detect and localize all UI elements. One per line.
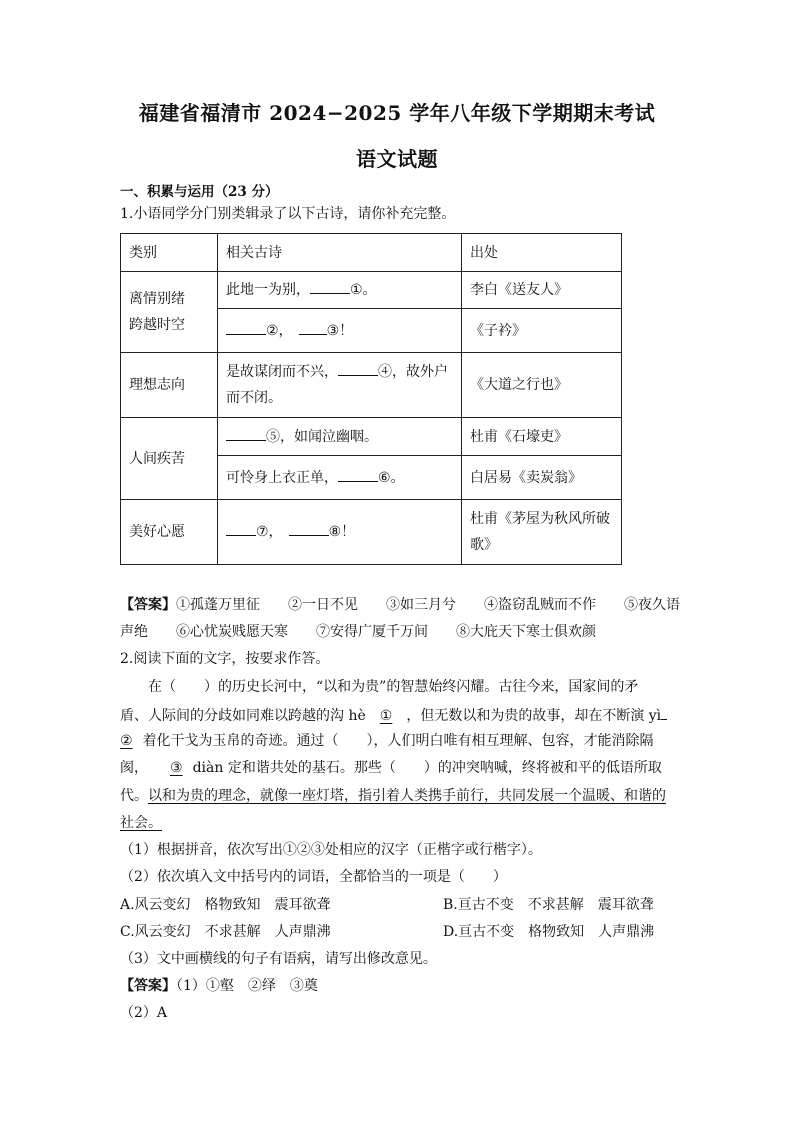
poem-text: ⑤，如闻泣幽咽。 — [266, 428, 378, 445]
answer-block — [120, 598, 680, 612]
option-c[interactable]: C.风云变幻 不求甚解 人声鼎沸 — [120, 924, 331, 940]
poem-text: 是故谋闭而不兴， — [226, 364, 338, 380]
poem-text: ⑧！ — [328, 524, 356, 540]
passage-line — [120, 734, 654, 748]
answer-continued: 声绝 ⑥心忧炭贱愿天寒 ⑦安得广厦千万间 ⑧大庇天下寒士俱欢颜 — [120, 624, 596, 640]
fill-blank[interactable] — [661, 707, 667, 720]
poem-text: ⑥。 — [378, 469, 405, 486]
poem-text: 而不闭。 — [226, 390, 282, 406]
underlined-sentence: 以和为贵的理念，就像一座灯塔，指引着人类携手前行，共同发展一个温暖、和谐的 — [148, 788, 666, 804]
fill-blank[interactable] — [226, 523, 256, 536]
answer-label: 【答案】 — [120, 597, 176, 613]
fill-blank[interactable] — [289, 523, 329, 536]
passage-text: diàn 定和谐共处的基石。那些（ ）的冲突呐喊，终将被和平的低语所取 — [192, 760, 662, 776]
poem-cell — [218, 418, 462, 456]
category-cell: 理想志向 — [121, 353, 218, 418]
question-1-prompt: 1.小语同学分门别类辑录了以下古诗，请你补充完整。 — [120, 206, 456, 222]
sub-question-2: （2）依次填入文中括号内的词语，全都恰当的一项是（ ） — [120, 869, 507, 885]
source-cell: 杜甫《石壕吏》 — [462, 418, 622, 456]
blank-1[interactable]: ① — [379, 708, 393, 724]
passage-text: 代。 — [120, 788, 148, 804]
poem-text: 可怜身上衣正单， — [226, 469, 338, 486]
passage-text: ，但无数以和为贵的故事，却在不断演 yì — [406, 708, 662, 724]
blank-3[interactable]: ③ — [170, 760, 183, 776]
blank-2[interactable]: ② — [120, 733, 133, 749]
option-d[interactable]: D.亘古不变 格物致知 人声鼎沸 — [443, 924, 655, 940]
answer-text: （2）A — [120, 1005, 168, 1021]
underlined-sentence-end: 社会。 — [120, 815, 162, 831]
header-category: 类别 — [121, 234, 218, 272]
passage-line — [120, 789, 666, 803]
sub-question-3: （3）文中画横线的句子有语病，请写出修改意见。 — [120, 951, 437, 967]
source-cell: 白居易《卖炭翁》 — [462, 456, 622, 500]
fill-blank[interactable] — [338, 469, 378, 482]
category-cell — [121, 272, 218, 353]
poem-table — [120, 233, 622, 565]
fill-blank[interactable] — [299, 322, 327, 335]
table-row — [121, 272, 622, 309]
passage-text: 阂， — [120, 760, 148, 776]
passage-line: 在（ ）的历史长河中，“以和为贵”的智慧始终闪耀。古往今来，国家间的矛 — [148, 679, 639, 695]
answer-block — [120, 979, 318, 993]
sub-question-1: （1）根据拼音，依次写出①②③处相应的汉字（正楷字或行楷字）。 — [120, 842, 542, 858]
answer-text: （1）①壑 ②绎 ③奠 — [176, 978, 318, 994]
category-cell: 人间疾苦 — [121, 418, 218, 500]
source-cell: 《大道之行也》 — [462, 353, 622, 418]
category-cell: 美好心愿 — [121, 500, 218, 565]
category-line: 离情别绪 — [129, 291, 185, 307]
poem-cell — [218, 353, 462, 418]
fill-blank[interactable] — [226, 322, 266, 335]
poem-text: ⑦， — [256, 524, 283, 540]
poem-text: ④，故外户 — [378, 364, 448, 380]
table-row — [121, 353, 622, 418]
option-a[interactable]: A.风云变幻 格物致知 震耳欲聋 — [120, 897, 331, 913]
passage-text: 盾、人际间的分歧如同难以跨越的沟 hè — [120, 708, 366, 724]
poem-text: ①。 — [350, 282, 377, 298]
passage-text: 着化干戈为玉帛的奇迹。通过（ ），人们明白唯有相互理解、包容，才能消除隔 — [142, 733, 654, 749]
header-source: 出处 — [462, 234, 622, 272]
source-line: 杜甫《茅屋为秋风所破 — [470, 511, 610, 527]
fill-blank[interactable] — [310, 281, 350, 294]
source-cell — [462, 500, 622, 565]
poem-cell — [218, 456, 462, 500]
fill-blank[interactable] — [226, 428, 266, 441]
section-heading: 一、积累与运用（23 分） — [120, 184, 279, 200]
page-subtitle: 语文试题 — [356, 147, 438, 171]
category-line: 跨越时空 — [129, 317, 185, 333]
passage-line — [120, 707, 667, 723]
header-poem: 相关古诗 — [218, 234, 462, 272]
poem-cell — [218, 500, 462, 565]
answer-label: 【答案】 — [120, 978, 176, 994]
poem-text: ③！ — [326, 322, 354, 339]
source-cell: 李白《送友人》 — [462, 272, 622, 309]
source-line: 歌》 — [470, 537, 498, 553]
poem-text: ②， — [266, 322, 293, 339]
answer-text: ①孤蓬万里征 ②一日不见 ③如三月兮 ④盗窃乱贼而不作 ⑤夜久语 — [176, 597, 680, 613]
page-title: 福建省福清市 2024−2025 学年八年级下学期期末考试 — [138, 101, 656, 125]
table-header-row — [121, 234, 622, 272]
poem-cell — [218, 272, 462, 309]
poem-cell — [218, 309, 462, 353]
passage-line — [120, 761, 662, 775]
poem-text: 此地一为别， — [226, 282, 310, 298]
table-row — [121, 418, 622, 456]
source-cell: 《子衿》 — [462, 309, 622, 353]
option-b[interactable]: B.亘古不变 不求甚解 震耳欲聋 — [443, 897, 654, 913]
fill-blank[interactable] — [338, 363, 378, 376]
question-2-prompt: 2.阅读下面的文字，按要求作答。 — [120, 651, 330, 667]
table-row — [121, 500, 622, 565]
